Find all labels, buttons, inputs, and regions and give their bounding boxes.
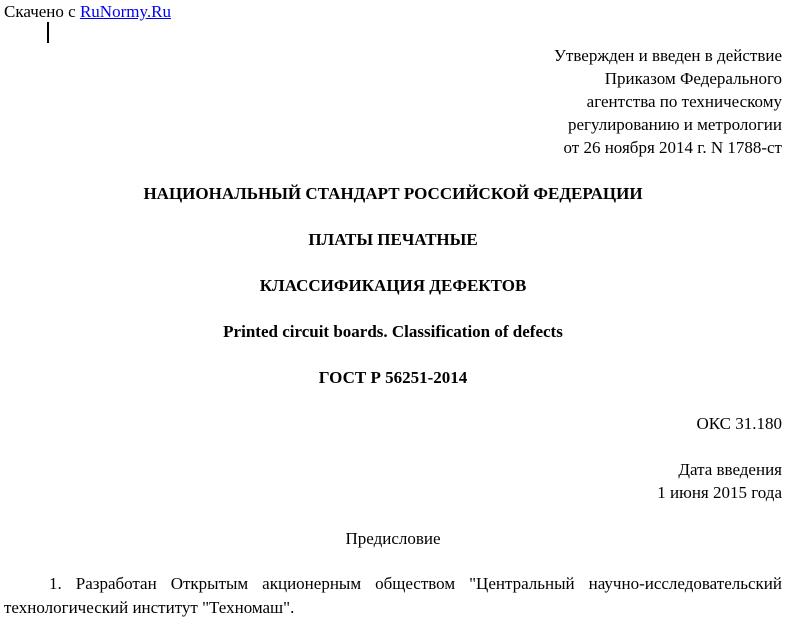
approval-line-5: от 26 ноября 2014 г. N 1788-ст [563, 138, 782, 157]
gost-code: ГОСТ Р 56251-2014 [318, 368, 468, 387]
preface-paragraph-1: 1. Разработан Открытым акционерным обществом "Центральный научно-исследовательский технологический институт "Техномаш". [4, 574, 782, 617]
approval-line-3: агентства по техническому [586, 92, 782, 111]
preface-heading: Предисловие [345, 529, 441, 548]
approval-line-4: регулированию и метрологии [567, 115, 782, 134]
document-subtitle: КЛАССИФИКАЦИЯ ДЕФЕКТОВ [259, 276, 527, 295]
english-title: Printed circuit boards. Classification of defects [223, 322, 563, 341]
standard-title: НАЦИОНАЛЬНЫЙ СТАНДАРТ РОССИЙСКОЙ ФЕДЕРАЦИИ [143, 184, 643, 203]
intro-date-label: Дата введения [678, 460, 782, 479]
approval-line-2: Приказом Федерального [604, 69, 782, 88]
text-cursor [47, 22, 49, 43]
source-link[interactable]: RuNormy.Ru [79, 2, 171, 21]
approval-line-1: Утвержден и введен в действие [553, 46, 782, 65]
oks-code: ОКС 31.180 [696, 414, 782, 433]
document-subject: ПЛАТЫ ПЕЧАТНЫЕ [308, 230, 478, 249]
source-prefix: Скачено с [4, 2, 80, 21]
source-line [4, 0, 171, 23]
intro-date-value: 1 июня 2015 года [657, 483, 782, 502]
